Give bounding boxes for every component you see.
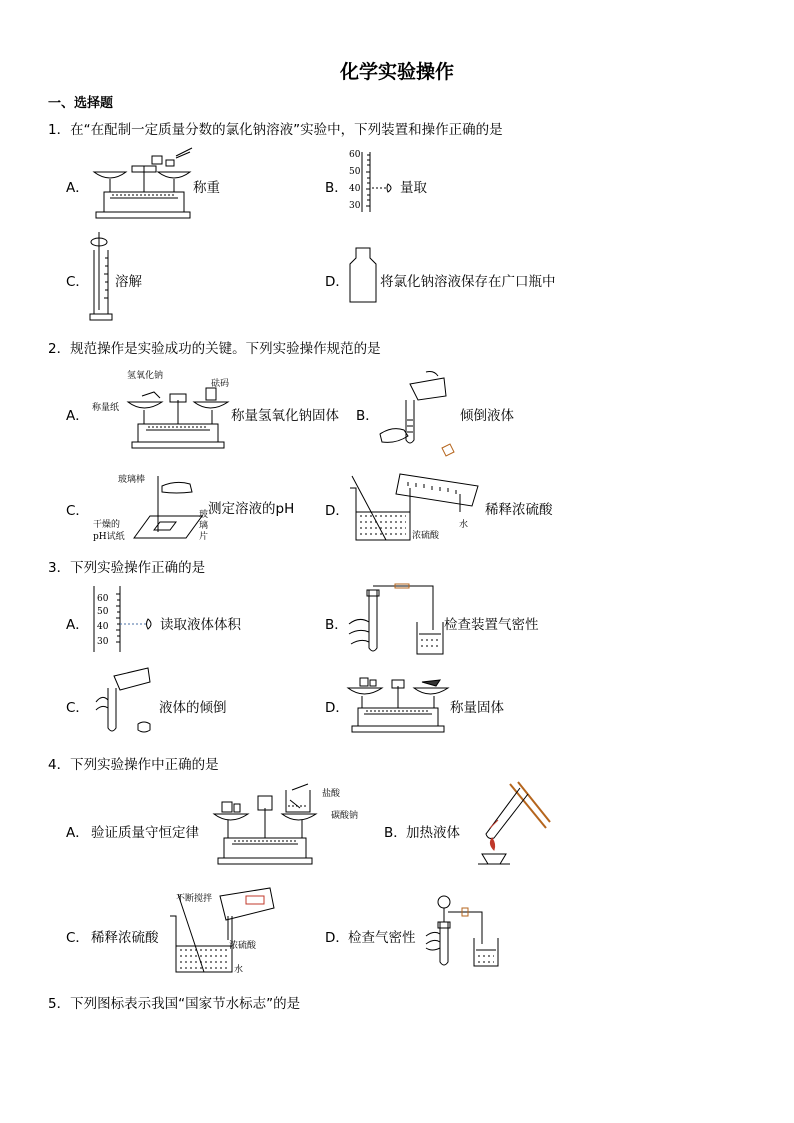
q1-option-d-letter[interactable]: D． (325, 274, 349, 290)
q1-option-a-caption: 称重 (193, 180, 220, 196)
q1-option-c-letter[interactable]: C． (66, 274, 89, 290)
q2-a-label-weight: 砝码 (211, 379, 230, 389)
q4-a-label-na2co3: 碳酸钠 (331, 811, 359, 821)
q2-d-dilute-diagram (348, 468, 484, 544)
q4-option-a-letter[interactable]: A． (66, 825, 89, 841)
q3-option-d-letter[interactable]: D． (325, 700, 349, 716)
q3-option-d-caption: 称量固体 (450, 700, 504, 716)
q1-b-tick-30: 30 (349, 201, 361, 211)
q2-c-label-dry: 干燥的 (93, 520, 121, 530)
q4-option-b-caption: 加热液体 (406, 825, 460, 841)
question-1-stem: 1．在“在配制一定质量分数的氯化钠溶液”实验中，下列装置和操作正确的是 (48, 122, 503, 138)
q2-a-label-paper: 称量纸 (92, 403, 120, 413)
q4-option-d-caption: 检查气密性 (348, 930, 416, 946)
section-heading: 一、选择题 (48, 96, 114, 111)
question-4-stem: 4．下列实验操作中正确的是 (48, 757, 219, 773)
q1-a-balance-diagram (92, 146, 197, 222)
q2-b-pour-diagram (374, 368, 458, 458)
q2-c-label-rod: 玻璃棒 (118, 475, 146, 485)
q3-a-cylinder-diagram (92, 584, 160, 654)
q4-a-balance-diagram (212, 786, 322, 868)
q1-b-cylinder-diagram (360, 150, 400, 214)
q2-option-b-letter[interactable]: B． (356, 408, 379, 424)
q2-c-ph-test-diagram (120, 472, 208, 546)
q3-a-tick-50: 50 (97, 607, 109, 617)
q2-c-label-glass-3: 片 (199, 532, 209, 542)
q1-c-cylinder-dissolve (88, 230, 116, 324)
q3-option-b-caption: 检查装置气密性 (444, 617, 539, 633)
q4-a-label-hcl: 盐酸 (322, 789, 341, 799)
q1-option-d-caption: 将氯化钠溶液保存在广口瓶中 (380, 274, 556, 290)
q4-option-b-letter[interactable]: B． (384, 825, 407, 841)
q2-c-label-ph-paper: pH试纸 (93, 532, 125, 542)
q2-c-label-glass-2: 璃 (199, 521, 209, 531)
q2-option-a-caption: 称量氢氧化钠固体 (231, 408, 339, 424)
q2-option-a-letter[interactable]: A． (66, 408, 89, 424)
q4-option-c-letter[interactable]: C． (66, 930, 89, 946)
q3-b-airtight-diagram (345, 584, 445, 658)
q3-a-tick-60: 60 (97, 594, 109, 604)
q2-option-c-letter[interactable]: C． (66, 503, 89, 519)
q4-option-c-caption: 稀释浓硫酸 (91, 930, 159, 946)
q2-a-balance-diagram (124, 380, 232, 452)
q3-d-balance-diagram (346, 672, 450, 736)
q2-c-label-glass-1: 玻 (199, 510, 209, 520)
q3-c-pour-diagram (92, 664, 156, 736)
q4-c-label-stir: 不断搅拌 (176, 894, 213, 904)
q2-d-label-water: 水 (459, 520, 469, 530)
q3-option-a-caption: 读取液体体积 (160, 617, 241, 633)
q4-option-d-letter[interactable]: D． (325, 930, 349, 946)
q3-option-c-caption: 液体的倾倒 (159, 700, 227, 716)
q3-a-tick-40: 40 (97, 622, 109, 632)
q1-option-b-caption: 量取 (400, 180, 427, 196)
q3-option-b-letter[interactable]: B． (325, 617, 348, 633)
q2-option-d-caption: 稀释浓硫酸 (485, 502, 553, 518)
q2-option-b-caption: 倾倒液体 (460, 408, 514, 424)
q1-b-tick-60: 60 (349, 150, 361, 160)
q2-a-label-naoh: 氢氧化钠 (127, 371, 164, 381)
q3-a-tick-30: 30 (97, 637, 109, 647)
question-2-stem: 2．规范操作是实验成功的关键。下列实验操作规范的是 (48, 341, 381, 357)
q1-b-tick-40: 40 (349, 184, 361, 194)
q2-option-d-letter[interactable]: D． (325, 503, 349, 519)
q2-d-label-acid: 浓硫酸 (412, 531, 440, 541)
q2-option-c-caption: 测定溶液的pH (208, 501, 295, 517)
q1-d-bottle-diagram (346, 246, 380, 306)
question-3-stem: 3．下列实验操作正确的是 (48, 560, 206, 576)
q1-option-b-letter[interactable]: B． (325, 180, 348, 196)
q4-c-dilute-diagram (168, 886, 280, 976)
q1-b-tick-50: 50 (349, 167, 361, 177)
q3-option-c-letter[interactable]: C． (66, 700, 89, 716)
q1-option-a-letter[interactable]: A． (66, 180, 89, 196)
q1-option-c-caption: 溶解 (115, 274, 142, 290)
q4-b-heat-diagram (468, 778, 552, 868)
q4-option-a-caption: 验证质量守恒定律 (91, 825, 199, 841)
q4-c-label-acid: 浓硫酸 (229, 941, 257, 951)
question-5-stem: 5．下列图标表示我国“国家节水标志”的是 (48, 996, 301, 1012)
page-title: 化学实验操作 (339, 61, 454, 83)
q3-option-a-letter[interactable]: A． (66, 617, 89, 633)
q4-c-label-water: 水 (234, 965, 244, 975)
q4-d-airtight-diagram (426, 888, 502, 970)
